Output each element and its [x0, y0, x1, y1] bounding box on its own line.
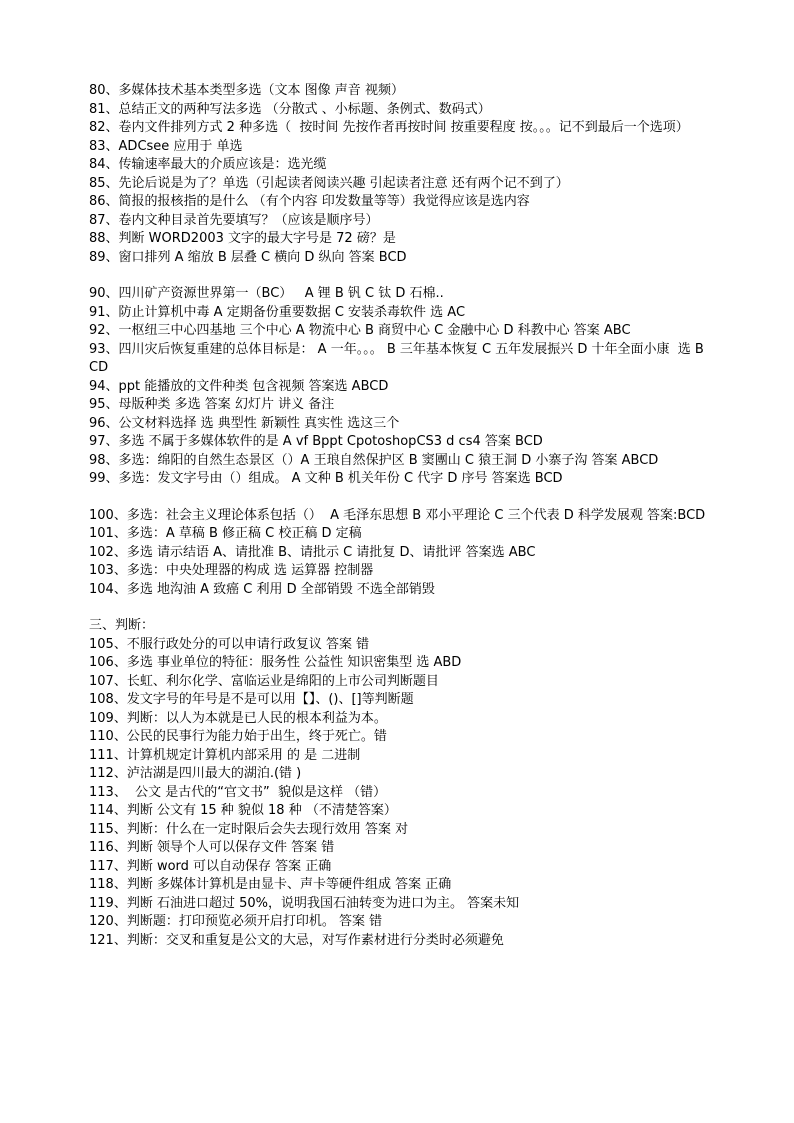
item-106: 106、多选 事业单位的特征：服务性 公益性 知识密集型 选 ABD: [89, 655, 462, 670]
item-115: 115、判断：什么在一定时限后会失去现行效用 答案 对: [89, 821, 409, 837]
item-111: 111、计算机规定计算机内部采用 的 是 二进制: [89, 747, 361, 763]
item-97: 97、多选 不属于多媒体软件的是 A vf Bppt CpotoshopCS3 d cs4 答案 BCD: [89, 434, 543, 449]
item-120: 120、判断题：打印预览必须开启打印机。 答案 错: [89, 914, 383, 929]
item-118: 118、判断 多媒体计算机是由显卡、声卡等硬件组成 答案 正确: [89, 877, 452, 892]
item-104: 104、多选 地沟油 A 致癌 C 利用 D 全部销毁 不选全部销毁: [89, 581, 435, 597]
item-98: 98、多选：绵阳的自然生态景区（）A 王琅自然保护区 B 窦團山 C 猿王洞 D 小寨子沟 答案 ABCD: [89, 452, 659, 468]
item-114: 114、判断 公文有 15 种 貌似 18 种 （不清楚答案）: [89, 803, 397, 818]
item-119: 119、判断 石油进口超过 50%，说明我国石油转变为进口为主。 答案未知: [89, 895, 520, 911]
item-80: 80、多媒体技术基本类型多选（文本 图像 声音 视频）: [89, 83, 404, 98]
item-102: 102、多选 请示结语 A、请批准 B、请批示 C 请批复 D、请批评 答案选 ABC: [89, 544, 536, 560]
item-101: 101、多选：A 草稿 B 修正稿 C 校正稿 D 定稿: [89, 526, 362, 541]
item-93: 93、四川灾后恢复重建的总体目标是： A 一年。。。 B 三年基本恢复 C 五年发展振兴 D 十年全面小康 选 BCD: [89, 341, 704, 375]
document-page: [89, 82, 709, 950]
item-108: 108、发文字号的年号是不是可以用【】、()、[]等判断题: [89, 692, 414, 707]
item-117: 117、判断 word 可以自动保存 答案 正确: [89, 858, 332, 874]
item-83: 83、ADCsee 应用于 单选: [89, 138, 243, 154]
section-spacer: [89, 267, 709, 285]
item-95: 95、母版种类 多选 答案 幻灯片 讲义 备注: [89, 397, 335, 412]
item-88: 88、判断 WORD2003 文字的最大字号是 72 磅？是: [89, 231, 396, 246]
item-112: 112、泸沽湖是四川最大的湖泊.(错 ): [89, 766, 302, 781]
item-107: 107、长虹、利尔化学、富临运业是绵阳的上市公司判断题目: [89, 673, 439, 689]
item-87: 87、卷内文种目录首先要填写？（应该是顺序号）: [89, 212, 379, 228]
item-89: 89、窗口排列 A 缩放 B 层叠 C 横向 D 纵向 答案 BCD: [89, 249, 407, 265]
item-105: 105、不服行政处分的可以申请行政复议 答案 错: [89, 636, 370, 652]
item-85: 85、先论后说是为了？单选（引起读者阅读兴趣 引起读者注意 还有两个记不到了）: [89, 175, 569, 191]
item-96: 96、公文材料选择 选 典型性 新颖性 真实性 选这三个: [89, 415, 400, 431]
item-90: 90、四川矿产资源世界第一（BC） A 锂 B 钒 C 钛 D 石棉..: [89, 286, 444, 301]
section-spacer: [89, 489, 709, 507]
item-91: 91、防止计算机中毒 A 定期备份重要数据 C 安装杀毒软件 选 AC: [89, 304, 466, 320]
item-82: 82、卷内文件排列方式 2 种多选（ 按时间 先按作者再按时间 按重要程度 按。。。记不到最后一个选项）: [89, 120, 689, 135]
item-86: 86、简报的报核指的是什么 （有个内容 印发数量等等）我觉得应该是选内容: [89, 194, 530, 209]
section-heading-judgement: 三、判断：: [89, 618, 155, 633]
item-84: 84、传输速率最大的介质应该是：选光缆: [89, 157, 327, 172]
item-92: 92、一枢纽三中心四基地 三个中心 A 物流中心 B 商贸中心 C 金融中心 D 科教中心 答案 ABC: [89, 323, 631, 338]
section-spacer: [89, 599, 709, 617]
item-110: 110、公民的民事行为能力始于出生，终于死亡。错: [89, 729, 387, 744]
item-116: 116、判断 领导个人可以保存文件 答案 错: [89, 840, 335, 855]
item-81: 81、总结正文的两种写法多选 （分散式 、小标题、条例式、数码式）: [89, 101, 491, 117]
item-103: 103、多选：中央处理器的构成 选 运算器 控制器: [89, 563, 374, 578]
item-94: 94、ppt 能播放的文件种类 包含视频 答案选 ABCD: [89, 378, 389, 394]
item-113: 113、 公文 是古代的“官文书” 貌似是这样 （错）: [89, 784, 387, 800]
item-109: 109、判断：以人为本就是已人民的根本利益为本。: [89, 710, 387, 726]
item-100: 100、多选：社会主义理论体系包括（） A 毛泽东思想 B 邓小平理论 C 三个代表 D 科学发展观 答案:BCD: [89, 507, 706, 523]
item-99: 99、多选：发文字号由（）组成。 A 文种 B 机关年份 C 代字 D 序号 答案选 BCD: [89, 471, 563, 486]
item-121: 121、判断：交叉和重复是公文的大忌，对写作素材进行分类时必须避免: [89, 932, 504, 948]
